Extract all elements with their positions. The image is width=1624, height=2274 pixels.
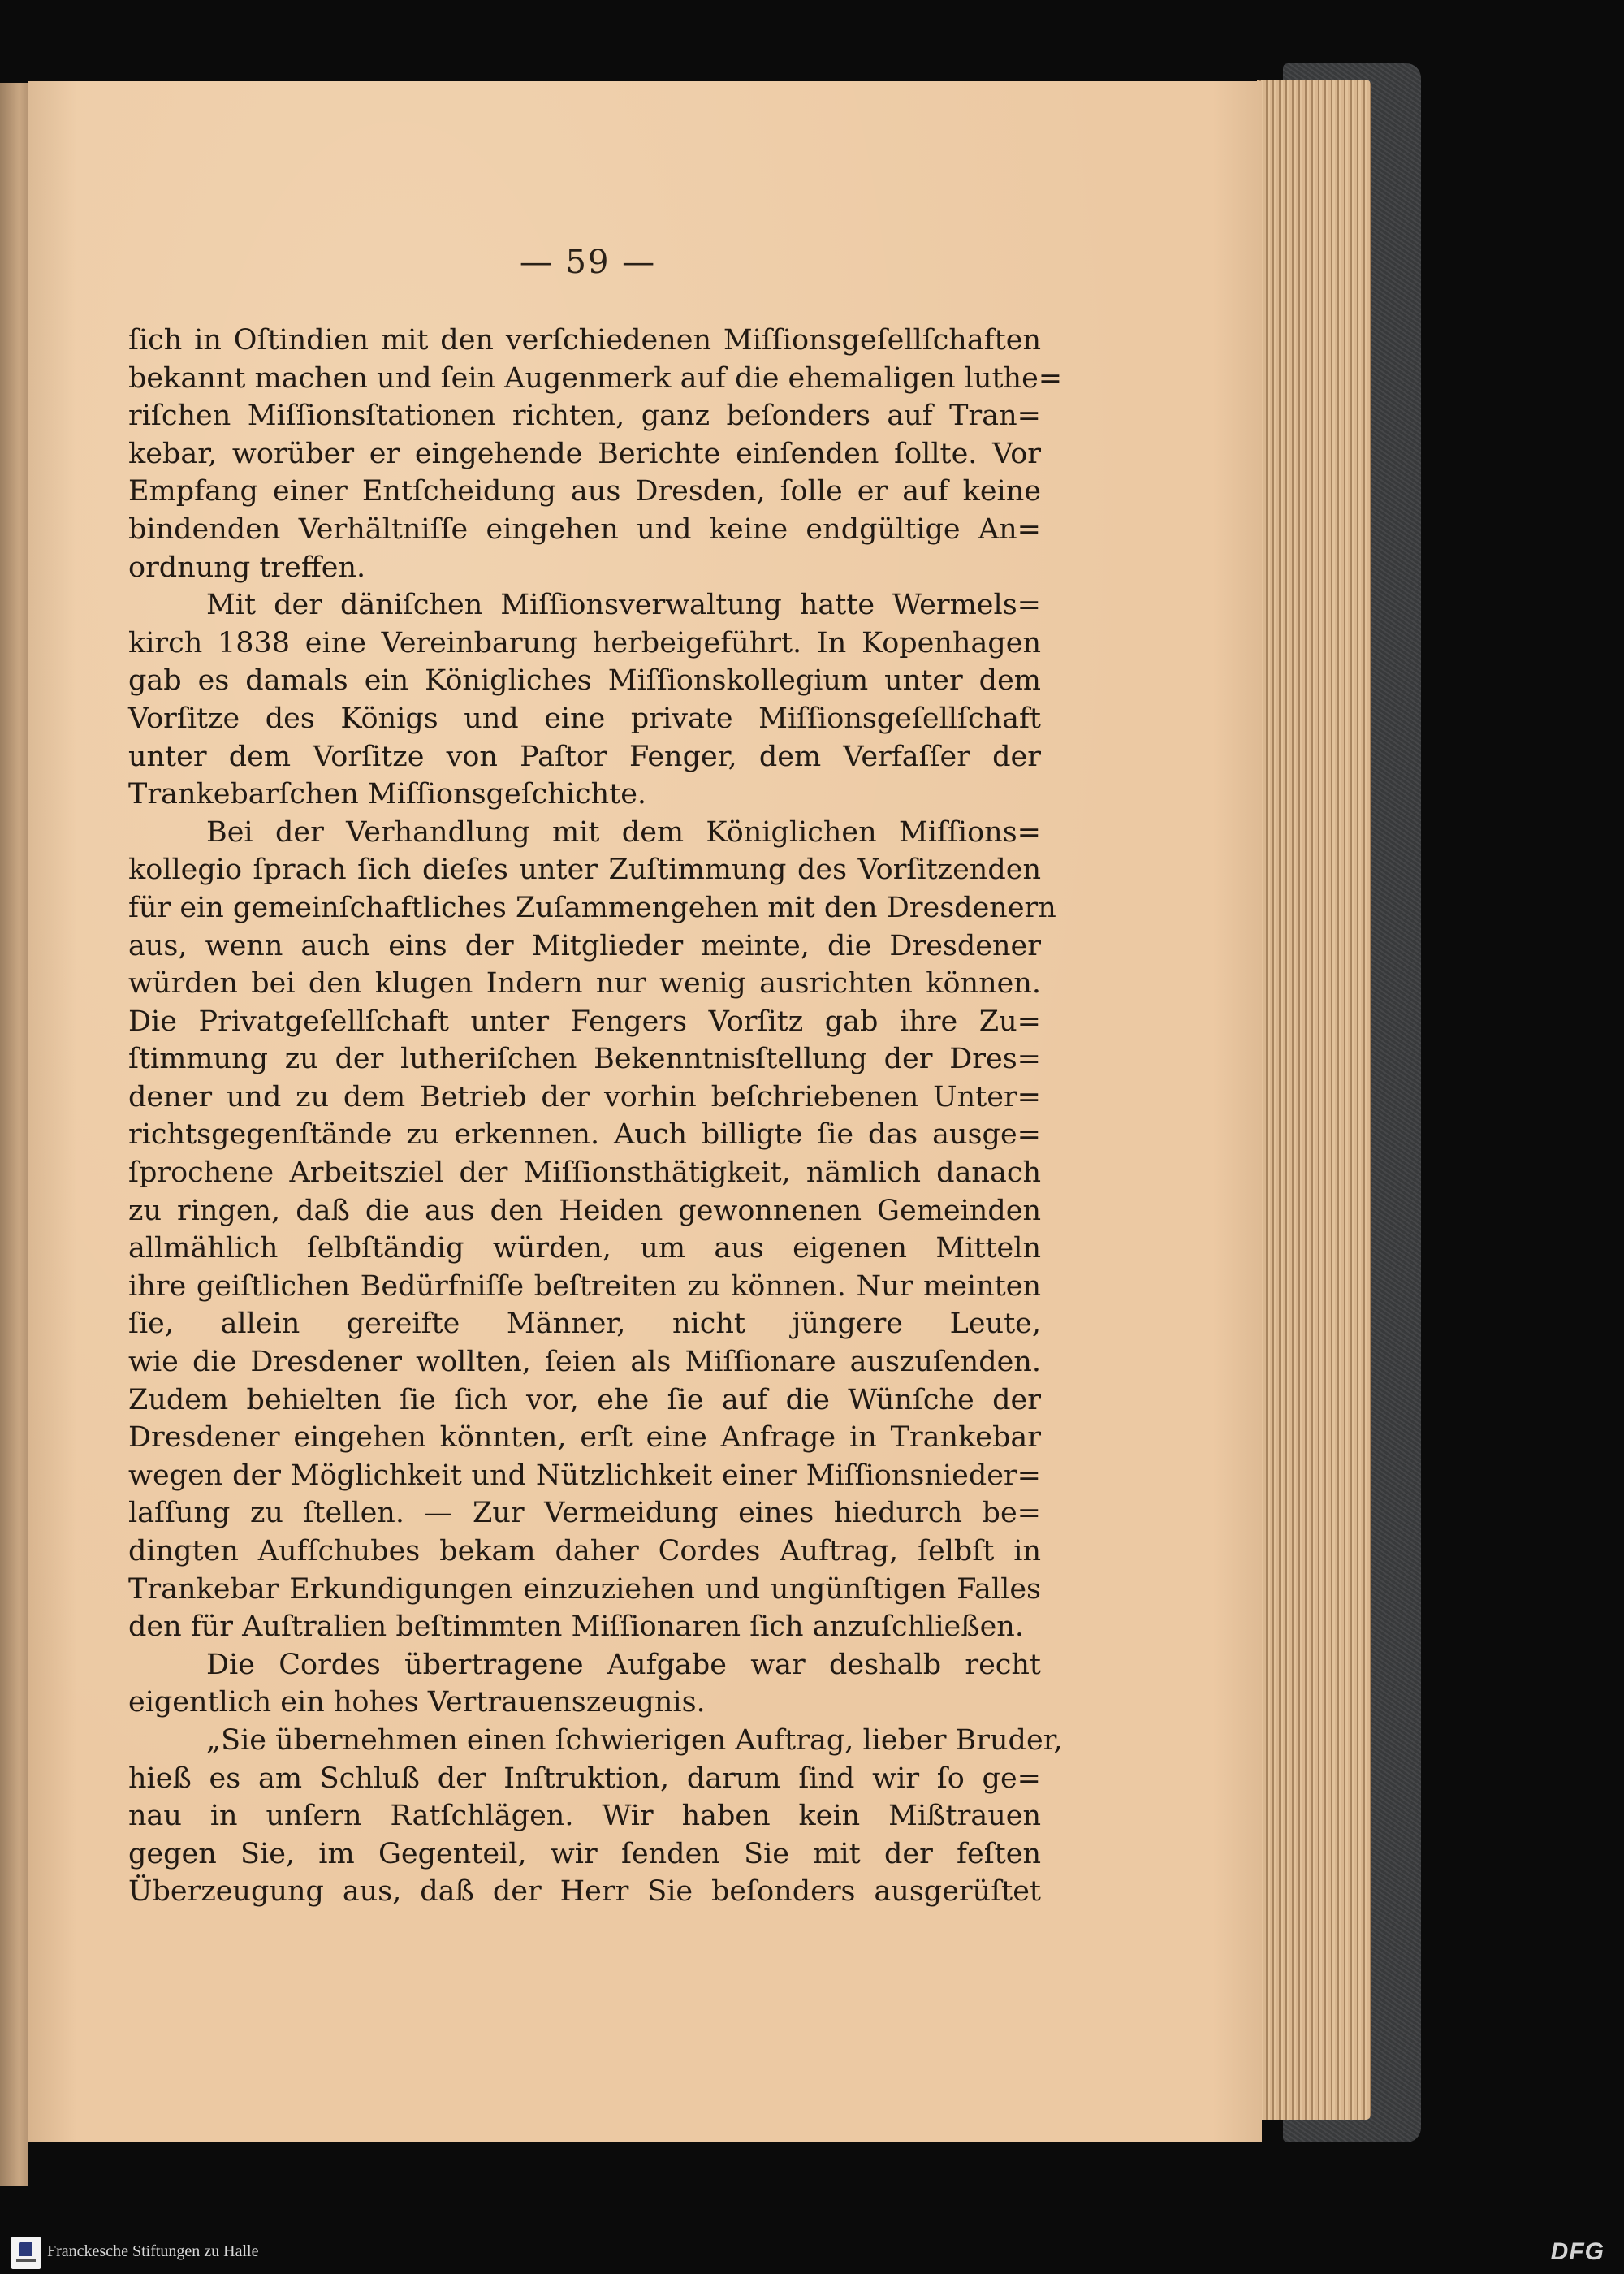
text-line: bekannt machen und ſein Augenmerk auf die ehemaligen luthe= <box>128 361 1063 395</box>
text-line: Dresdener eingehen könnten, erſt eine Anfrage in Trankebar <box>128 1421 1041 1455</box>
text-line: „Sie übernehmen einen ſchwierigen Auftrag, lieber Bruder, <box>206 1723 1063 1757</box>
text-line: hieß es am Schluß der Inſtruktion, darum ſind wir ſo ge= <box>128 1762 1041 1795</box>
text-line: ſprochene Arbeitsziel der Miſſionsthätigkeit, nämlich danach <box>128 1156 1041 1190</box>
text-line: bindenden Verhältniſſe eingehen und keine endgültige An= <box>128 512 1041 546</box>
text-line: nau in unſern Ratſchlägen. Wir haben kein Mißtrauen <box>128 1800 1041 1833</box>
facing-page-edge <box>0 83 28 2186</box>
dfg-logo: DFG <box>1550 2238 1605 2265</box>
text-line: wegen der Möglichkeit und Nützlichkeit einer Miſſionsnieder= <box>128 1459 1041 1492</box>
page-number: — 59 — <box>519 244 657 281</box>
text-line: ordnung treffen. <box>128 551 366 584</box>
text-line: gab es damals ein Königliches Miſſionskollegium unter dem <box>128 664 1041 698</box>
text-line: gegen Sie, im Gegenteil, wir ſenden Sie mit der feſten <box>128 1837 1041 1870</box>
text-line: den für Auſtralien beſtimmten Miſſionaren ſich anzuſchließen. <box>128 1610 1024 1644</box>
text-line: Trankebarſchen Miſſionsgeſchichte. <box>128 778 647 811</box>
text-line: würden bei den klugen Indern nur wenig ausrichten können. <box>128 967 1041 1001</box>
text-line: zu ringen, daß die aus den Heiden gewonnenen Gemeinden <box>128 1194 1041 1227</box>
text-line: Die Privatgeſellſchaft unter Fengers Vorſitz gab ihre Zu= <box>128 1005 1041 1038</box>
text-line: aus, wenn auch eins der Mitglieder meinte, die Dresdener <box>128 929 1041 962</box>
text-line: ſtimmung zu der lutheriſchen Bekenntnisſtellung der Dres= <box>128 1043 1041 1076</box>
page-edges <box>1257 80 1371 2120</box>
text-line: Trankebar Erkundigungen einzuziehen und ungünſtigen Falles <box>128 1572 1041 1606</box>
body-text <box>128 322 1063 1911</box>
text-line: Die Cordes übertragene Aufgabe war deshalb recht <box>206 1648 1041 1681</box>
text-line: eigentlich ein hohes Vertrauenszeugnis. <box>128 1686 706 1719</box>
text-line: dingten Aufſchubes bekam daher Cordes Auftrag, ſelbſt in <box>128 1535 1041 1567</box>
text-line: ihre geiſtlichen Bedürfniſſe beſtreiten zu können. Nur meinten <box>128 1269 1041 1303</box>
text-line: Zudem behielten ſie ſich vor, ehe ſie auf die Wünſche der <box>128 1383 1041 1416</box>
text-line: allmählich ſelbſtändig würden, um aus eigenen Mitteln <box>128 1232 1041 1265</box>
text-line: Mit der däniſchen Miſſionsverwaltung hatte Wermels= <box>206 589 1041 622</box>
text-line: wie die Dresdener wollten, ſeien als Miſſionare auszuſenden. <box>128 1346 1041 1379</box>
text-line: Vorſitze des Königs und eine private Miſſionsgeſellſchaft <box>128 702 1041 735</box>
text-line: Bei der Verhandlung mit dem Königlichen Miſſions= <box>206 815 1041 849</box>
text-line: richtsgegenſtände zu erkennen. Auch billigte ſie das ausge= <box>128 1118 1041 1152</box>
text-line: Überzeugung aus, daß der Herr Sie beſonders ausgerüſtet <box>128 1875 1041 1909</box>
footer-institution: Franckesche Stiftungen zu Halle <box>47 2242 259 2260</box>
text-line: Empfang einer Entſcheidung aus Dresden, ſolle er auf keine <box>128 475 1041 508</box>
text-line: für ein gemeinſchaftliches Zuſammengehen mit den Dresdenern <box>128 891 1056 924</box>
text-line: dener und zu dem Betrieb der vorhin beſchriebenen Unter= <box>128 1080 1041 1113</box>
book-page <box>28 81 1262 2142</box>
text-line: kollegio ſprach ſich dieſes unter Zuſtimmung des Vorſitzenden <box>128 854 1041 887</box>
footer-bar <box>0 2232 1624 2274</box>
text-line: unter dem Vorſitze von Paſtor Fenger, dem Verfaſſer der <box>128 740 1041 773</box>
text-line: laſſung zu ſtellen. — Zur Vermeidung eines hiedurch be= <box>128 1497 1041 1530</box>
text-line: kebar, worüber er eingehende Berichte einſenden ſollte. Vor <box>128 437 1041 470</box>
text-line: kirch 1838 eine Vereinbarung herbeigeführt. In Kopenhagen <box>128 626 1041 659</box>
text-line: ſich in Oſtindien mit den verſchiedenen Miſſionsgeſellſchaften <box>128 324 1041 357</box>
institution-logo-icon <box>11 2237 41 2269</box>
text-line: riſchen Miſſionsſtationen richten, ganz beſonders auf Tran= <box>128 400 1041 433</box>
text-line: ſie, allein gereifte Männer, nicht jüngere Leute, <box>128 1308 1041 1341</box>
